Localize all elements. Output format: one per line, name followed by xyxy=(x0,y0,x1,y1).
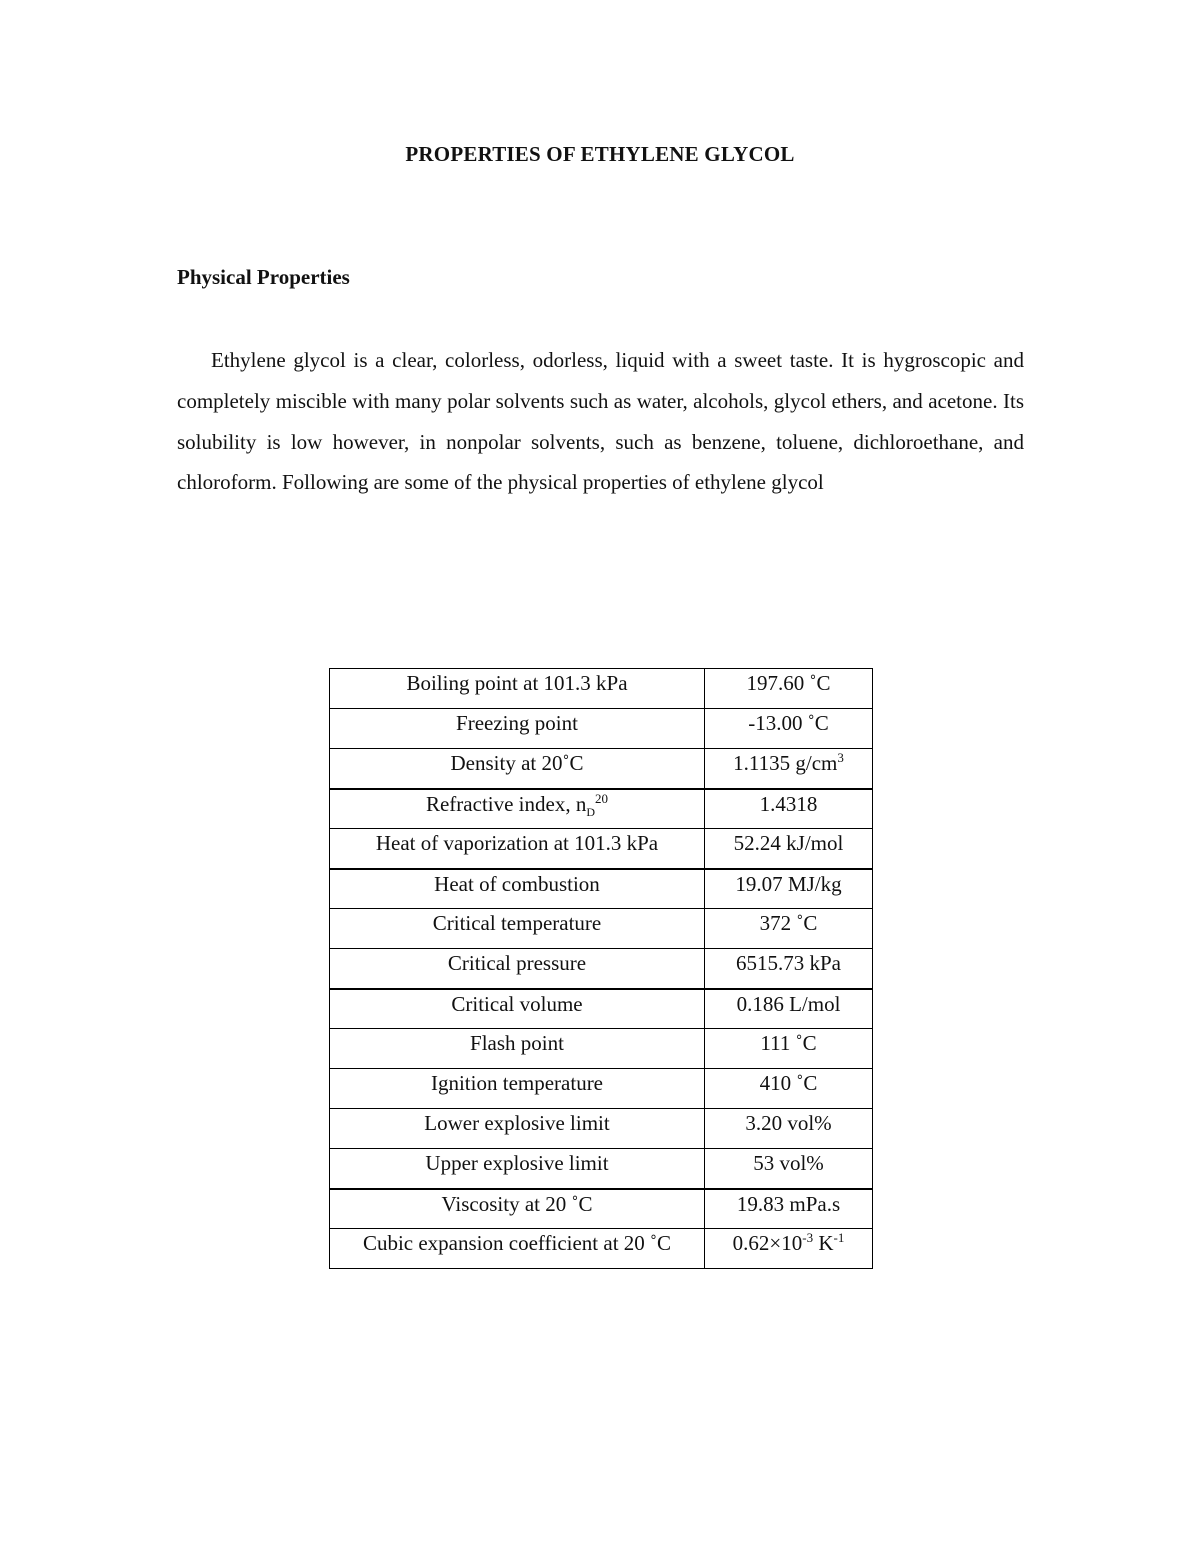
page-title: PROPERTIES OF ETHYLENE GLYCOL xyxy=(405,142,795,166)
property-value: 410 ˚C xyxy=(705,1069,873,1109)
property-name: Boiling point at 101.3 kPa xyxy=(330,669,705,709)
table-row xyxy=(330,749,873,789)
properties-table xyxy=(329,668,873,1269)
table-row xyxy=(330,1149,873,1189)
value-main: 0.62×10 xyxy=(732,1231,803,1255)
table-row xyxy=(330,989,873,1029)
value-unit-superscript: -1 xyxy=(833,1230,845,1245)
property-value: 111 ˚C xyxy=(705,1029,873,1069)
property-subscript: D xyxy=(586,804,596,819)
property-value: 19.83 mPa.s xyxy=(705,1189,873,1229)
table-row xyxy=(330,669,873,709)
table-row xyxy=(330,829,873,869)
value-superscript: 3 xyxy=(837,750,844,765)
property-name: Critical temperature xyxy=(330,909,705,949)
property-name: Cubic expansion coefficient at 20 ˚C xyxy=(330,1229,705,1269)
table-row xyxy=(330,1109,873,1149)
property-name: Lower explosive limit xyxy=(330,1109,705,1149)
property-name: Ignition temperature xyxy=(330,1069,705,1109)
property-name: Heat of vaporization at 101.3 kPa xyxy=(330,829,705,869)
table-row xyxy=(330,1029,873,1069)
property-name: Flash point xyxy=(330,1029,705,1069)
table-row xyxy=(330,1229,873,1269)
table-row xyxy=(330,869,873,909)
property-name: Density at 20˚C xyxy=(330,749,705,789)
value-unit: K xyxy=(813,1231,834,1255)
property-value xyxy=(705,749,873,789)
property-name: Viscosity at 20 ˚C xyxy=(330,1189,705,1229)
property-value: 6515.73 kPa xyxy=(705,949,873,989)
property-value: 19.07 MJ/kg xyxy=(705,869,873,909)
table-row xyxy=(330,1189,873,1229)
table-row xyxy=(330,949,873,989)
body-paragraph: Ethylene glycol is a clear, colorless, odorless, liquid with a sweet taste. It is hygroscopic and completely miscible with many polar solvents such as water, alcohols, glycol ethers, and acetone. Its solubility is low however, in nonpolar solvents, such as benzene, toluene, dichloroethane, and chloroform. Following are some of the physical properties of ethylene glycol xyxy=(177,348,1024,495)
property-main: Refractive index, n xyxy=(425,791,587,816)
property-value: 53 vol% xyxy=(705,1149,873,1189)
property-name: Upper explosive limit xyxy=(330,1149,705,1189)
property-name: Critical pressure xyxy=(330,949,705,989)
property-value: 1.4318 xyxy=(705,789,873,829)
property-value: 0.186 L/mol xyxy=(705,989,873,1029)
table-row xyxy=(330,1069,873,1109)
table-row xyxy=(330,909,873,949)
property-superscript: 20 xyxy=(595,790,609,806)
value-superscript: -3 xyxy=(802,1230,814,1245)
table-row xyxy=(330,709,873,749)
property-name: Freezing point xyxy=(330,709,705,749)
property-value xyxy=(705,1229,873,1269)
section-heading: Physical Properties xyxy=(177,265,350,289)
value-main: 1.1135 g/cm xyxy=(733,751,838,775)
property-value: 197.60 ˚C xyxy=(705,669,873,709)
table-row xyxy=(330,789,873,829)
property-value: -13.00 ˚C xyxy=(705,709,873,749)
property-name: Critical volume xyxy=(330,989,705,1029)
property-name xyxy=(330,789,705,829)
property-name: Heat of combustion xyxy=(330,869,705,909)
property-value: 3.20 vol% xyxy=(705,1109,873,1149)
property-value: 52.24 kJ/mol xyxy=(705,829,873,869)
property-value: 372 ˚C xyxy=(705,909,873,949)
